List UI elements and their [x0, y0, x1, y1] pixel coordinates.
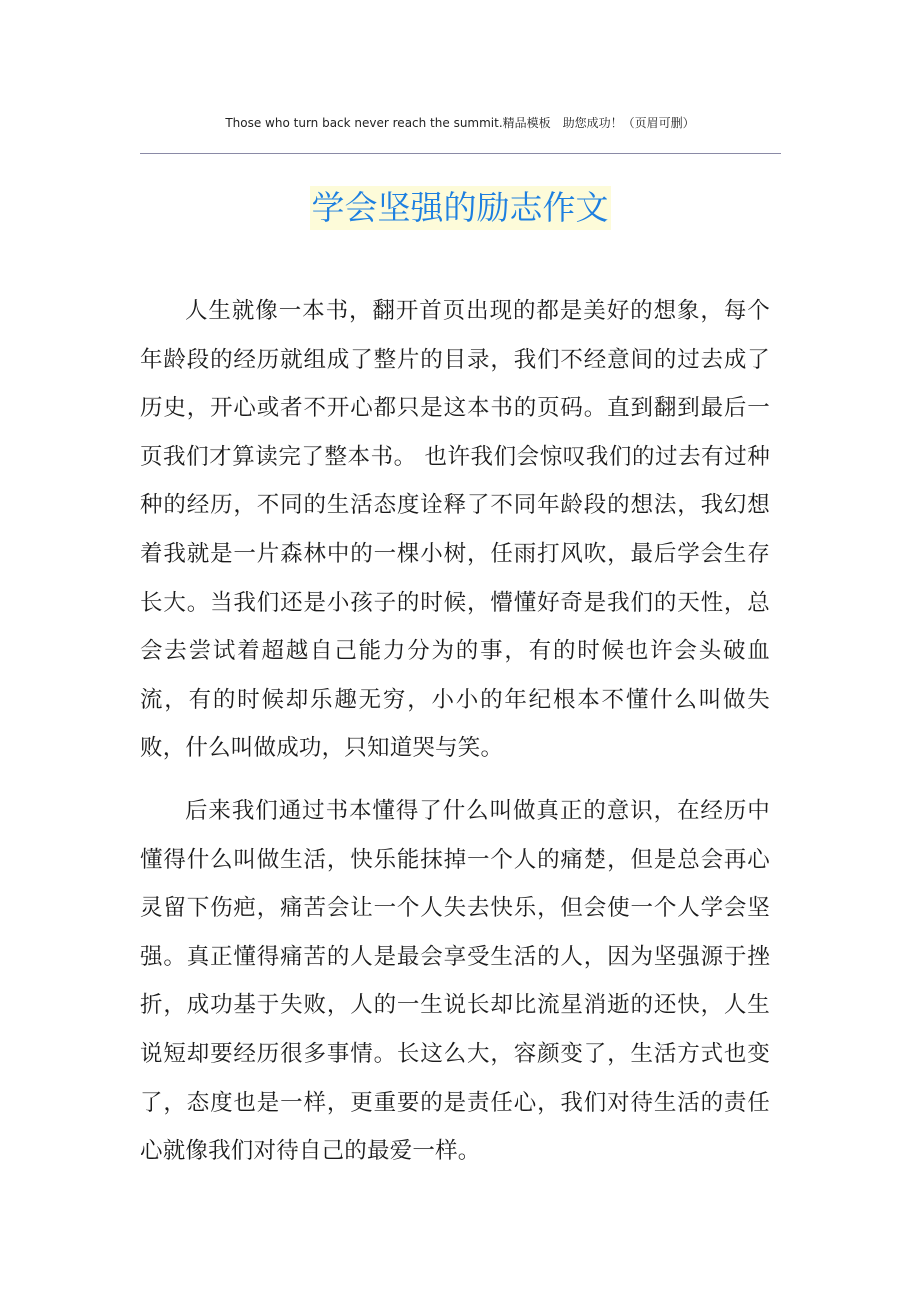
document-title: 学会坚强的励志作文	[310, 186, 611, 230]
paragraph-2: 后来我们通过书本懂得了什么叫做真正的意识，在经历中懂得什么叫做生活，快乐能抹掉一个人的痛楚，但是总会再心灵留下伤疤，痛苦会让一个人失去快乐，但会使一个人学会坚强。真正懂得痛苦的人是最会享受生活的人，因为坚强源于挫折，成功基于失败，人的一生说长却比流星消逝的还快，人生说短却要经历很多事情。长这么大，容颜变了，生活方式也变了，态度也是一样，更重要的是责任心，我们对待生活的责任心就像我们对待自己的最爱一样。	[140, 798, 770, 1165]
header-divider	[140, 153, 781, 154]
paragraph-1: 人生就像一本书，翻开首页出现的都是美好的想象，每个年龄段的经历就组成了整片的目录，我们不经意间的过去成了历史，开心或者不开心都只是这本书的页码。直到翻到最后一页我们才算读完了整本书。 也许我们会惊叹我们的过去有过种种的经历，不同的生活态度诠释了不同年龄段的想法，我幻想着我就是一片森林中的一棵小树，任雨打风吹，最后学会生存长大。当我们还是小孩子的时候，懵懂好奇是我们的天性，总会去尝试着超越自己能力分为的事，有的时候也许会头破血流，有的时候却乐趣无穷，小小的年纪根本不懂什么叫做失败，什么叫做成功，只知道哭与笑。	[140, 298, 770, 762]
page-header: Those who turn back never reach the summit.精品模板 助您成功！（页眉可删）	[225, 116, 695, 130]
title-container	[0, 186, 920, 230]
